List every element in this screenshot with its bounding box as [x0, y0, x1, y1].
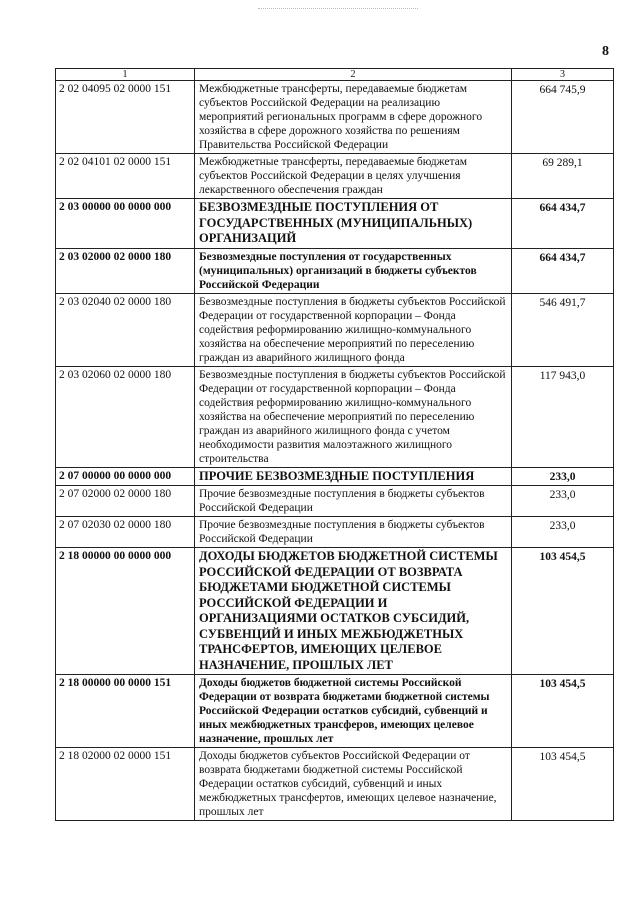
table-row [56, 154, 614, 199]
amount-cell: 233,0 [512, 486, 614, 517]
code-cell: 2 02 04095 02 0000 151 [56, 81, 195, 154]
description-cell: ДОХОДЫ БЮДЖЕТОВ БЮДЖЕТНОЙ СИСТЕМЫ РОССИЙСКОЙ ФЕДЕРАЦИИ ОТ ВОЗВРАТА БЮДЖЕТАМИ БЮДЖЕТНОЙ СИСТЕМЫ РОССИЙСКОЙ ФЕДЕРАЦИИ И ОРГАНИЗАЦИЯМИ ОСТАТКОВ СУБСИДИЙ, СУБВЕНЦИЙ И ИНЫХ МЕЖБЮДЖЕТНЫХ ТРАНСФЕРТОВ, ИМЕЮЩИХ ЦЕЛЕВОЕ НАЗНАЧЕНИЕ, ПРОШЛЫХ ЛЕТ [195, 548, 512, 675]
description-cell: Межбюджетные трансферты, передаваемые бюджетам субъектов Российской Федерации в целях улучшения лекарственного обеспечения граждан [195, 154, 512, 199]
amount-cell: 664 745,9 [512, 81, 614, 154]
amount-cell: 103 454,5 [512, 548, 614, 675]
table-row [56, 675, 614, 748]
description-cell: Доходы бюджетов субъектов Российской Федерации от возврата бюджетами бюджетной системы Российской Федерации остатков субсидий, субвенций и иных межбюджетных трансфертов, имеющих целевое назначение, прошлых лет [195, 748, 512, 821]
table-row [56, 467, 614, 486]
table-row [56, 199, 614, 249]
code-cell: 2 18 00000 00 0000 000 [56, 548, 195, 675]
code-cell: 2 03 00000 00 0000 000 [56, 199, 195, 249]
amount-cell: 103 454,5 [512, 675, 614, 748]
table-body [56, 69, 614, 821]
table-row [56, 486, 614, 517]
code-cell: 2 07 02030 02 0000 180 [56, 517, 195, 548]
code-cell: 2 18 02000 02 0000 151 [56, 748, 195, 821]
description-cell: БЕЗВОЗМЕЗДНЫЕ ПОСТУПЛЕНИЯ ОТ ГОСУДАРСТВЕННЫХ (МУНИЦИПАЛЬНЫХ) ОРГАНИЗАЦИЙ [195, 199, 512, 249]
table-header-row [56, 69, 614, 81]
table-row [56, 748, 614, 821]
amount-cell: 69 289,1 [512, 154, 614, 199]
amount-cell: 103 454,5 [512, 748, 614, 821]
code-cell: 2 03 02040 02 0000 180 [56, 293, 195, 366]
description-cell: Безвозмездные поступления от государственных (муниципальных) организаций в бюджеты субъектов Российской Федерации [195, 248, 512, 293]
page-number: 8 [602, 44, 609, 59]
code-cell: 2 03 02060 02 0000 180 [56, 366, 195, 467]
table-row [56, 248, 614, 293]
table-row [56, 517, 614, 548]
amount-cell: 664 434,7 [512, 248, 614, 293]
table-row [56, 81, 614, 154]
table-row [56, 548, 614, 675]
description-cell: Безвозмездные поступления в бюджеты субъектов Российской Федерации от государственной корпорации – Фонда содействия реформированию жилищно-коммунального хозяйства на обеспечение мероприятий по переселению граждан из аварийного жилищного фонда [195, 293, 512, 366]
code-cell: 2 18 00000 00 0000 151 [56, 675, 195, 748]
description-cell: Прочие безвозмездные поступления в бюджеты субъектов Российской Федерации [195, 517, 512, 548]
amount-cell: 117 943,0 [512, 366, 614, 467]
code-cell: 2 02 04101 02 0000 151 [56, 154, 195, 199]
description-cell: Прочие безвозмездные поступления в бюджеты субъектов Российской Федерации [195, 486, 512, 517]
table-row [56, 366, 614, 467]
description-cell: Доходы бюджетов бюджетной системы Российской Федерации от возврата бюджетами бюджетной системы Российской Федерации остатков субсидий, субвенций и иных межбюджетных трансферов, имеющих целевое назначение, прошлых лет [195, 675, 512, 748]
header-cell-code: 1 [56, 69, 195, 81]
scan-edge-line [258, 8, 418, 9]
amount-cell: 664 434,7 [512, 199, 614, 249]
description-cell: Межбюджетные трансферты, передаваемые бюджетам субъектов Российской Федерации на реализацию мероприятий региональных программ в сфере дорожного хозяйства в сфере дорожного хозяйства по решениям Правительства Российской Федерации [195, 81, 512, 154]
code-cell: 2 07 02000 02 0000 180 [56, 486, 195, 517]
description-cell: ПРОЧИЕ БЕЗВОЗМЕЗДНЫЕ ПОСТУПЛЕНИЯ [195, 467, 512, 486]
code-cell: 2 03 02000 02 0000 180 [56, 248, 195, 293]
amount-cell: 233,0 [512, 467, 614, 486]
header-cell-description: 2 [195, 69, 512, 81]
header-cell-amount: 3 [512, 69, 614, 81]
amount-cell: 546 491,7 [512, 293, 614, 366]
amount-cell: 233,0 [512, 517, 614, 548]
table-row [56, 293, 614, 366]
code-cell: 2 07 00000 00 0000 000 [56, 467, 195, 486]
description-cell: Безвозмездные поступления в бюджеты субъектов Российской Федерации от государственной корпорации – Фонда содействия реформированию жилищно-коммунального хозяйства на обеспечение мероприятий по переселению граждан из аварийного жилищного фонда с учетом необходимости развития малоэтажного жилищного строительства [195, 366, 512, 467]
revenue-table [55, 68, 614, 821]
